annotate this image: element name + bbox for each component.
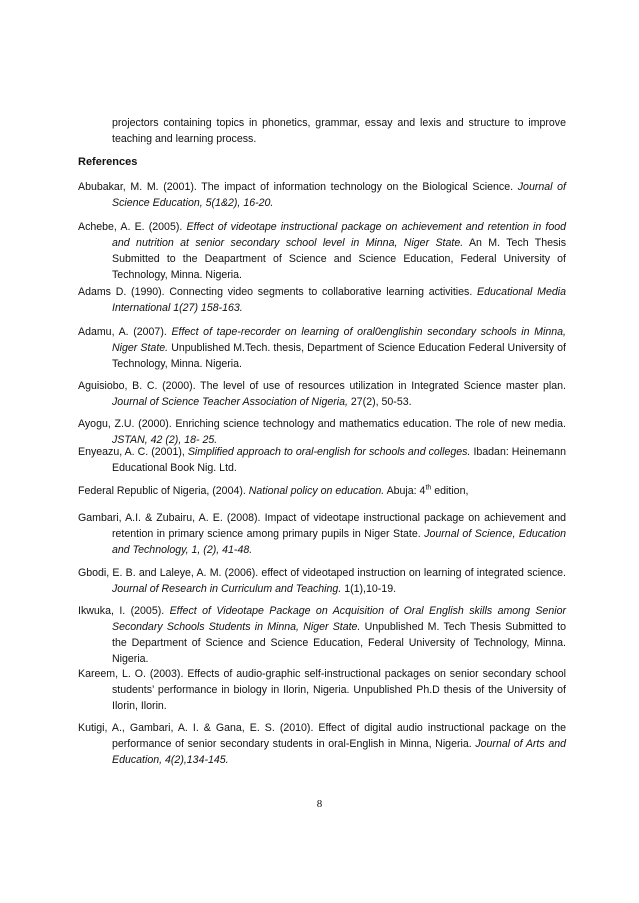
page-number: 8 [316,798,323,810]
references-heading: References [78,156,138,168]
reference-entry: Ayogu, Z.U. (2000). Enriching science technology and mathematics education. The role of new media. JSTAN, 42 (2), 18- 25. [78,418,566,446]
reference-entry: Ikwuka, I. (2005). Effect of Videotape Package on Acquisition of Oral English skills among Senior Secondary Schools Students in Minna, Niger State. Unpublished M. Tech Thesis Submitted to the Department of Science and Science Education, Federal University of Technology, Minna. Nigeria. [78,605,566,665]
reference-entry: Kareem, L. O. (2003). Effects of audio-graphic self-instructional packages on senior secondary school students’ performance in biology in Ilorin, Nigeria. Unpublished Ph.D thesis of the University of Ilorin, Ilorin. [78,668,566,712]
intro-paragraph: projectors containing topics in phonetics, grammar, essay and lexis and structure to improve teaching and learning process. [112,117,566,145]
reference-entry: Gambari, A.I. & Zubairu, A. E. (2008). Impact of videotape instructional package on achievement and retention in primary science among primary pupils in Niger State. Journal of Science, Education and Technology, 1, (2), 41-48. [78,512,566,556]
reference-entry: Abubakar, M. M. (2001). The impact of information technology on the Biological Science. Journal of Science Education, 5(1&2), 16-20. [78,181,566,209]
reference-entry: Enyeazu, A. C. (2001), Simplified approach to oral-english for schools and colleges. Ibadan: Heinemann Educational Book Nig. Ltd. [78,446,566,474]
reference-entry: Gbodi, E. B. and Laleye, A. M. (2006). effect of videotaped instruction on learning of integrated science. Journal of Research in Curriculum and Teaching. 1(1),10-19. [78,567,566,595]
reference-entry: Adamu, A. (2007). Effect of tape-recorder on learning of oral0englishin secondary schools in Minna, Niger State. Unpublished M.Tech. thesis, Department of Science Education Federal University of Technology, Minna. Nigeria. [78,326,566,370]
reference-entry: Kutigi, A., Gambari, A. I. & Gana, E. S. (2010). Effect of digital audio instructional package on the performance of senior secondary students in oral-English in Minna, Nigeria. Journal of Arts and Education, 4(2),134-145. [78,722,566,766]
reference-entry: Adams D. (1990). Connecting video segments to collaborative learning activities. Educational Media International 1(27) 158-163. [78,286,566,314]
reference-entry: Federal Republic of Nigeria, (2004). National policy on education. Abuja: 4th edition, [78,484,469,497]
reference-entry: Achebe, A. E. (2005). Effect of videotape instructional package on achievement and retention in food and nutrition at senior secondary school level in Minna, Niger State. An M. Tech Thesis Submitted to the Deapartment of Science and Science Education, Federal University of Technology, Minna. Nigeria. [78,221,567,281]
reference-entry: Aguisiobo, B. C. (2000). The level of use of resources utilization in Integrated Science master plan. Journal of Science Teacher Association of Nigeria, 27(2), 50-53. [78,380,566,408]
